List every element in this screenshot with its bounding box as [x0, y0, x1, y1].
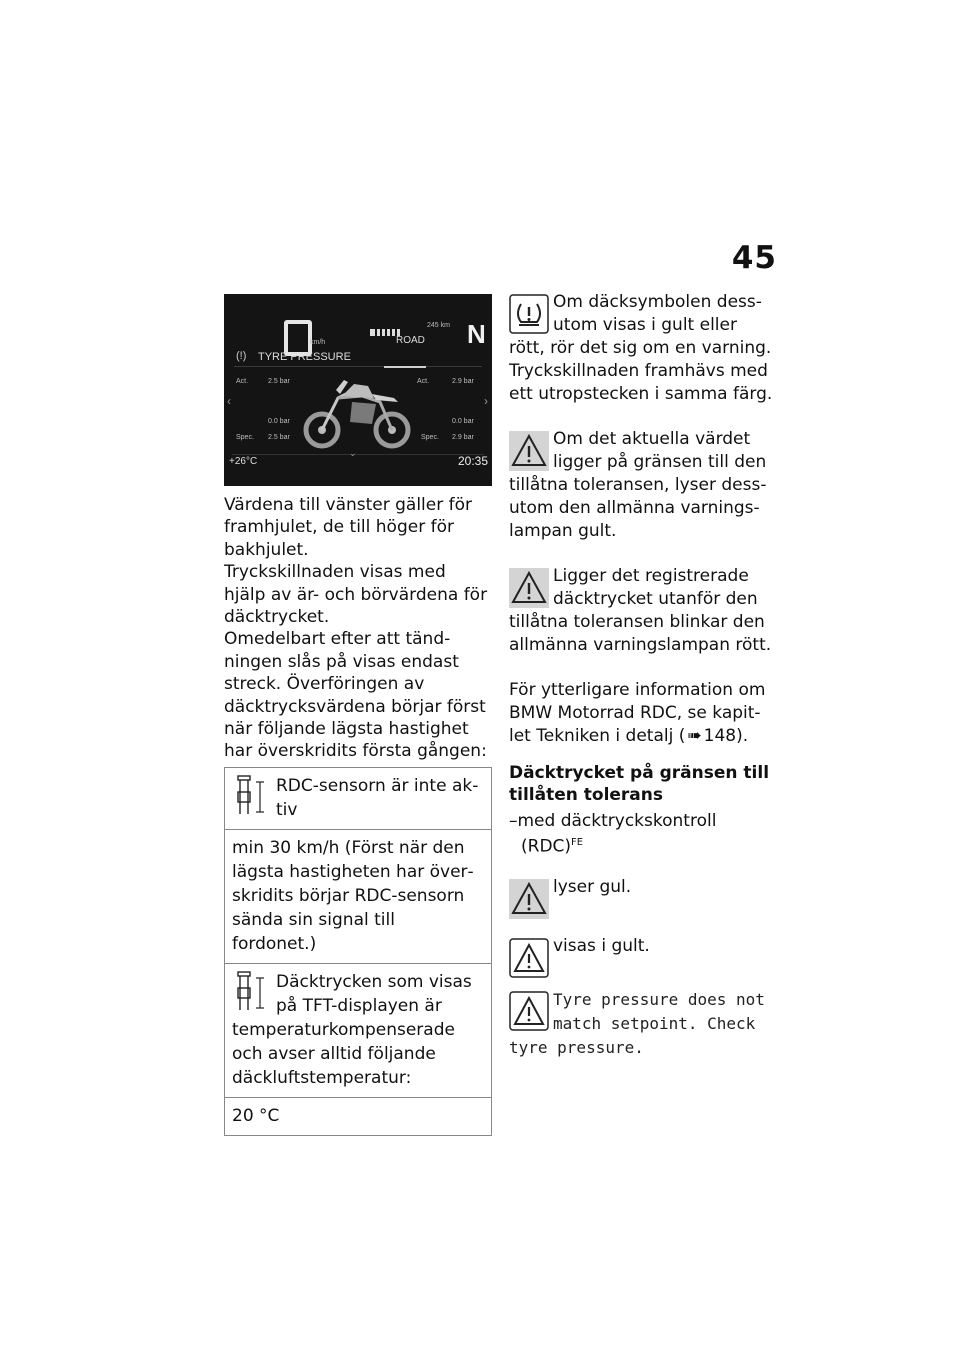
chevron-down-icon: ⌄: [349, 448, 357, 458]
tyre-symbol-note: [509, 291, 774, 406]
sensor-settings-icon: [232, 774, 272, 818]
table-row: min 30 km/h (Först när den lägsta hastigheten har överskridits börjar RDC-sensorn sända sin signal till fordonet.): [224, 830, 492, 964]
more-info-note: [509, 679, 774, 748]
right-column: [509, 291, 774, 1082]
page-reference[interactable]: ( ➠ 148).: [678, 726, 749, 746]
warning-triangle-icon: [509, 568, 549, 610]
block-text: visas i gult.: [553, 935, 650, 956]
ambient-temperature: +26°C: [229, 456, 258, 467]
title-separator: [234, 366, 482, 367]
block-text: För ytterligare information om BMW Motorrad RDC, se kapitlet Tekniken i detalj: [509, 680, 766, 746]
block-text: Ligger det registrerade däcktrycket utanför den tillåtna toleransen blinkar den allmänna varningslampan rött.: [509, 566, 772, 655]
clock-time: 20:35: [458, 454, 489, 468]
rear-spec-label: Spec.: [421, 434, 439, 441]
equipment-code: FE: [571, 837, 584, 848]
range-value: 245 km: [427, 322, 450, 329]
display-symbol-note: [509, 935, 774, 980]
condition-text: –med däcktryckskontroll: [509, 811, 717, 831]
display-message-note: [509, 988, 774, 1060]
tft-display-image: [224, 294, 492, 486]
equipment-condition: [509, 810, 774, 858]
paragraph-transmission: Omedelbart efter att tändningen slås på visas endast streck. Överföringen av däcktrycksvärdena börjar först när följande lägsta hastighet har överskridits första gången:: [224, 629, 487, 762]
table-row: [224, 964, 492, 1098]
tyre-warning-icon: (!): [236, 350, 247, 362]
front-act-label: Act.: [236, 378, 249, 385]
chevron-right-icon: ›: [484, 394, 488, 408]
rear-act-value: 2.9 bar: [452, 378, 474, 385]
paragraph-pressure-difference: Tryckskillnaden visas med hjälp av är- och börvärdena för däcktrycket.: [224, 562, 488, 628]
warning-triangle-outline-icon: [509, 938, 549, 980]
warning-triangle-outline-icon: [509, 991, 549, 1033]
front-spec-value: 2.5 bar: [268, 434, 290, 441]
block-text: lyser gul.: [553, 876, 632, 897]
rear-spec-value: 2.9 bar: [452, 434, 474, 441]
tyre-pressure-icon: [509, 294, 549, 336]
table-row: 20 °C: [224, 1098, 492, 1136]
front-spec-label: Spec.: [236, 434, 254, 441]
speed-unit: km/h: [310, 339, 326, 346]
gear-indicator: N: [467, 319, 486, 349]
info-table: [224, 767, 492, 1136]
front-diff-value: 0.0 bar: [268, 418, 290, 425]
warning-light-note: [509, 876, 774, 921]
sensor-settings-icon: [232, 970, 272, 1014]
front-act-value: 2.5 bar: [268, 378, 290, 385]
paragraph-wheel-values: Värdena till vänster gäller för framhjulet, de till höger för bakhjulet.: [224, 495, 473, 560]
condition-text-rdc: (RDC): [521, 836, 572, 857]
left-column: [224, 294, 492, 1136]
block-text: Om däcksymbolen dessutom visas i gult eller rött, rör det sig om en varning. Tryckskillnaden framhävs med ett utropstecken i samma färg.: [509, 292, 773, 404]
bottom-separator: [232, 454, 484, 455]
rear-diff-value: 0.0 bar: [452, 418, 474, 425]
table-cell-text: Däcktrycken som visas på TFT-displayen är temperaturkompenserade och avser alltid följande däckluftstemperatur:: [232, 971, 472, 1088]
rear-act-label: Act.: [417, 378, 430, 385]
warning-triangle-icon: [509, 431, 549, 473]
section-heading: Däcktrycket på gränsen till tillåten tolerans: [509, 763, 770, 805]
tolerance-limit-note: [509, 428, 774, 543]
screen-title: TYRE PRESSURE: [258, 351, 351, 363]
reference-page-number: 148: [703, 726, 737, 746]
riding-mode: ROAD: [396, 335, 425, 346]
chevron-left-icon: ‹: [227, 394, 231, 408]
motorcycle-icon: [302, 368, 414, 452]
warning-triangle-icon: [509, 879, 549, 921]
block-text: Om det aktuella värdet ligger på gränsen till den tillåtna toleransen, lyser dessutom den allmänna varningslampan gult.: [509, 429, 767, 541]
display-message-text: Tyre pressure does not match setpoint. Check tyre pressure.: [509, 989, 765, 1057]
table-cell-text: RDC-sensorn är inte aktiv: [276, 775, 479, 820]
out-of-tolerance-note: [509, 565, 774, 657]
page-number: 45: [731, 240, 777, 276]
table-row: [224, 768, 492, 830]
arrow-right-icon: ➠: [687, 726, 702, 746]
